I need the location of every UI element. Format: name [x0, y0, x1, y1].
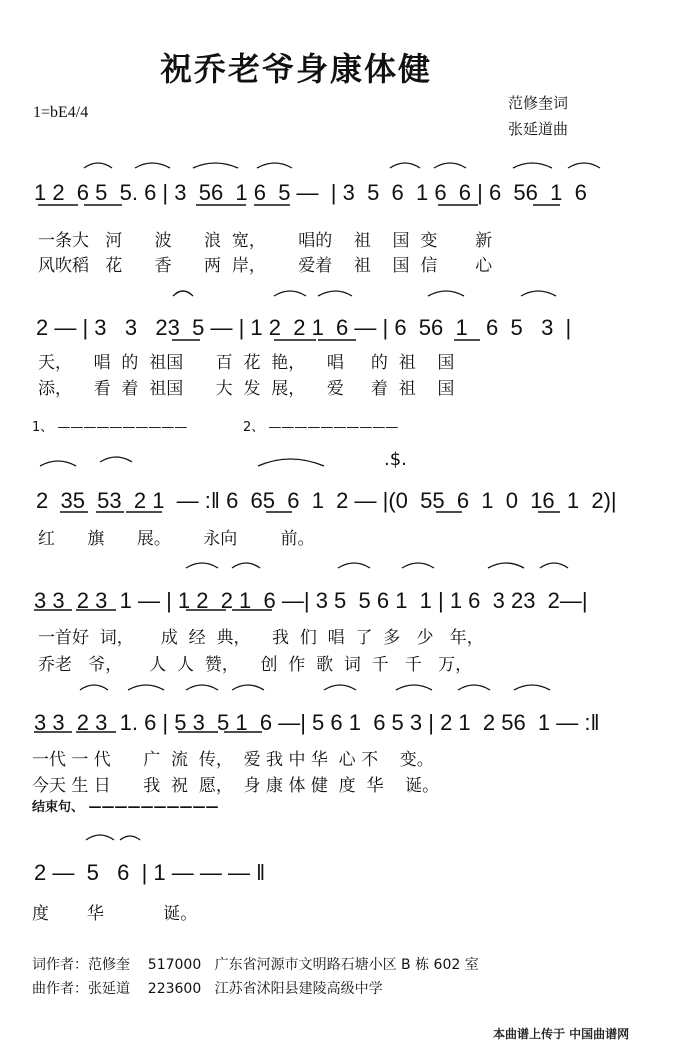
lyrics-line-4b: 乔老 爷， 人 人 赞， 创 作 歌 词 千 千 万， [38, 655, 473, 675]
slur-marks [40, 163, 600, 840]
notation-line-3: 2 35 53 2 1 — :‖ 6 65 6 1 2 — |(0 55 6 1 0 16 1 2)| [36, 488, 617, 513]
notation-line-2: 2 — | 3 3 23 5 — | 1 2 2 1 6 — | 6 56 1 6 5 3 | [36, 315, 572, 340]
lyrics-line-4a: 一首好 词， 成 经 典， 我 们 唱 了 多 少 年， [38, 628, 484, 648]
notation-line-6: 2 — 5 6 | 1 — — — ‖ [34, 860, 266, 885]
song-title: 祝乔老爷身康体健 [160, 50, 433, 88]
lyrics-line-5a: 一代 一 代 广 流 传， 爱 我 中 华 心 不 变。 [32, 750, 434, 770]
lyrics-line-3a: 红 旗 展。 永向 前。 [38, 529, 315, 549]
key-signature: 1=bE4/4 [33, 104, 89, 121]
beam-underlines [34, 205, 560, 732]
lyrics-line-1a: 一条大 河 波 浪 宽， 唱的 祖 国 变 新 [38, 231, 493, 251]
notation-line-1: 1 2 6 5 5. 6 | 3 56 1 6 5 — | 3 5 6 1 6 6 | 6 56 1 6 [34, 180, 587, 205]
composer-credit: 张延道曲 [508, 120, 569, 138]
lyrics-line-5b: 今天 生 日 我 祝 愿， 身 康 体 健 度 华 诞。 [32, 776, 440, 796]
volta-1-bracket: 1、 —————————— [32, 420, 188, 435]
lyrics-line-6a: 度 华 诞。 [32, 904, 198, 924]
segno-sign: .$. [384, 449, 407, 470]
footer-composer-info: 曲作者：张延道 223600 江苏省沭阳县建陵高级中学 [32, 981, 383, 997]
lyrics-line-2a: 天， 唱 的 祖国 百 花 艳， 唱 的 祖 国 [38, 353, 455, 373]
notation-line-4: 3 3 2 3 1 — | 1 2 2 1 6 —| 3 5 5 6 1 1 | 1 6 3 23 2—| [34, 588, 588, 613]
lyrics-line-1b: 风吹稻 花 香 两 岸， 爱着 祖 国 信 心 [38, 256, 493, 276]
footer-lyricist-info: 词作者：范修奎 517000 广东省河源市文明路石塘小区 B 栋 602 室 [32, 957, 479, 973]
lyrics-line-2b: 添， 看 着 祖国 大 发 展， 爱 着 祖 国 [38, 379, 455, 399]
ending-label: 结束句、 —————————— [32, 800, 219, 815]
lyricist-credit: 范修奎词 [508, 94, 569, 112]
volta-2-bracket: 2、 —————————— [243, 420, 399, 435]
notation-line-5: 3 3 2 3 1. 6 | 5 3 5 1 6 —| 5 6 1 6 5 3 | 2 1 2 56 1 — :‖ [34, 710, 600, 735]
watermark-text: 本曲谱上传于 中国曲谱网 [493, 1027, 630, 1041]
